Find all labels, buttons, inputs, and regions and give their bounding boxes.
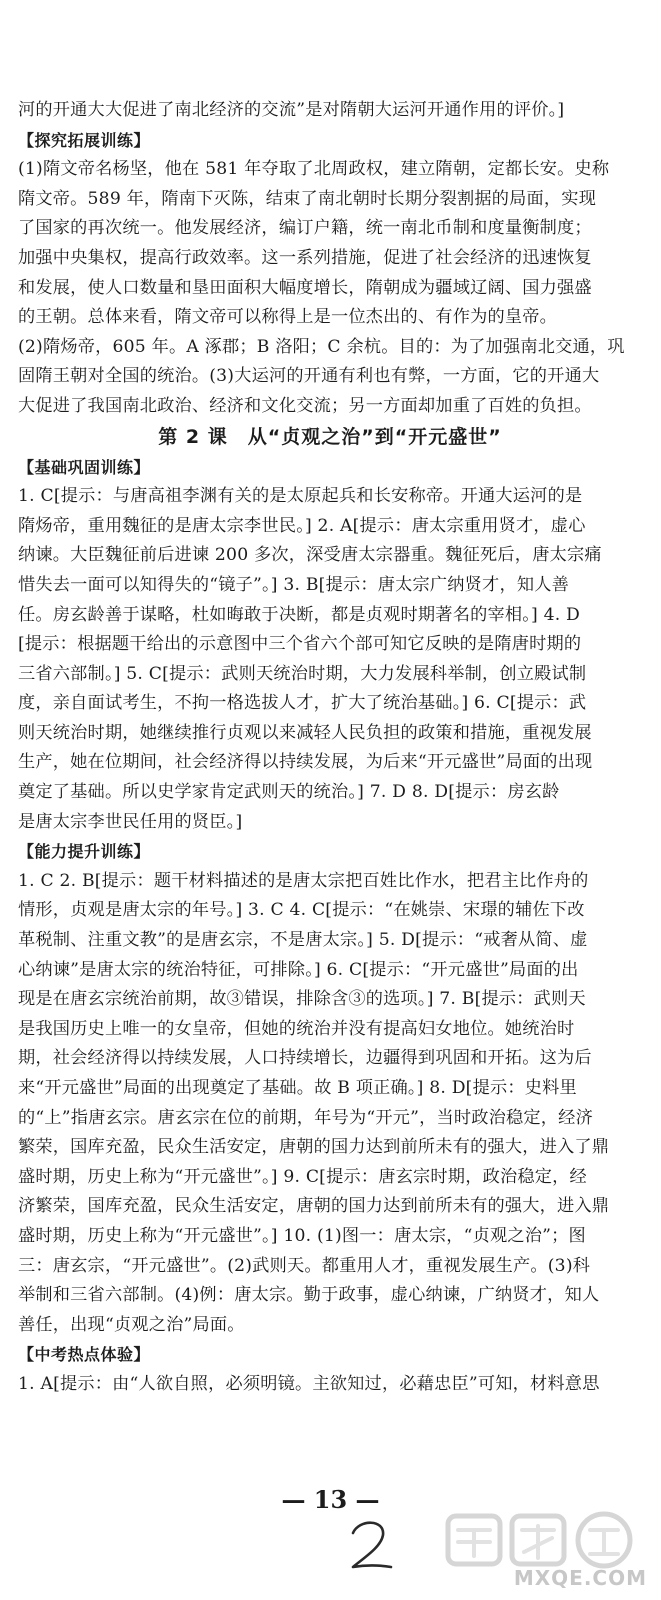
answer-text-block: [18, 96, 642, 1400]
text-line: 1. A[提示：由“人欲自照，必须明镜。主欲知过，必藉忠臣”可知，材料意思: [18, 1373, 600, 1394]
text-line: 来“开元盛世”局面的出现奠定了基础。故 B 项正确。] 8. D[提示：史料里: [18, 1078, 577, 1098]
page-number: — 13 —: [281, 1485, 380, 1514]
text-line: 期，社会经济得以持续发展，人口持续增长，边疆得到巩固和开拓。这为后: [18, 1048, 592, 1069]
section-heading-ability: 【能力提升训练】: [18, 842, 151, 862]
text-line: 和发展，使人口数量和垦田面积大幅度增长，隋朝成为疆域辽阔、国力强盛: [18, 277, 592, 298]
text-line: 度，亲自面试考生，不拘一格选拔人才，扩大了统治基础。] 6. C[提示：武: [18, 693, 587, 714]
text-line: 的“上”指唐玄宗。唐玄宗在位的前期，年号为“开元”，当时政治稳定，经济: [18, 1107, 593, 1128]
text-line: 是唐太宗李世民任用的贤臣。]: [18, 811, 243, 832]
text-line: 固隋王朝对全国的统治。(3)大运河的开通有利也有弊，一方面，它的开通大: [18, 366, 600, 387]
section-heading-basic: 【基础巩固训练】: [18, 457, 151, 477]
watermark: [440, 1508, 655, 1596]
text-line: 惜失去一面可以知得失的“镜子”。] 3. B[提示：唐太宗广纳贤才，知人善: [18, 574, 569, 595]
text-line: 善任，出现“贞观之治”局面。: [18, 1314, 245, 1335]
text-line: 的王朝。总体来看，隋文帝可以称得上是一位杰出的、有作为的皇帝。: [18, 307, 558, 328]
text-line: 济繁荣，国库充盈，民众生活安定，唐朝的国力达到前所未有的强大，进入鼎: [18, 1196, 610, 1217]
text-line: 任。房玄龄善于谋略，杜如晦敢于决断，都是贞观时期著名的宰相。] 4. D: [18, 604, 581, 625]
text-line: 纳谏。大臣魏征前后进谏 200 多次，深受唐太宗器重。魏征死后，唐太宗痛: [18, 545, 602, 566]
text-line: 情形，贞观是唐太宗的年号。] 3. C 4. C[提示：“在姚崇、宋璟的辅佐下改: [18, 900, 585, 921]
handwritten-mark-icon: [345, 1515, 395, 1575]
text-line: 加强中央集权，提高行政效率。这一系列措施，促进了社会经济的迅速恢复: [18, 247, 592, 268]
text-line: 革税制、注重文教”的是唐玄宗，不是唐太宗。] 5. D[提示：“戒奢从简、虚: [18, 930, 588, 951]
text-line: 1. C 2. B[提示：题干材料描述的是唐太宗把百姓比作水，把君主比作舟的: [18, 870, 589, 891]
text-line: 大促进了我国南北政治、经济和文化交流；另一方面却加重了百姓的负担。: [18, 395, 592, 416]
text-line: 盛时期，历史上称为“开元盛世”。] 9. C[提示：唐玄宗时期，政治稳定，经: [18, 1166, 587, 1187]
text-line: 河的开通大大促进了南北经济的交流”是对隋朝大运河开通作用的评价。]: [18, 100, 565, 120]
text-line: 举制和三省六部制。(4)例：唐太宗。勤于政事，虚心纳谏，广纳贤才，知人: [18, 1285, 600, 1306]
section-heading-explore: 【探究拓展训练】: [18, 130, 151, 150]
lesson-title: 第 2 课 从“贞观之治”到“开元盛世”: [158, 425, 502, 448]
text-line: 心纳谏”是唐太宗的统治特征，可排除。] 6. C[提示：“开元盛世”局面的出: [18, 959, 579, 980]
text-line: 盛时期，历史上称为“开元盛世”。] 10. (1)图一：唐太宗，“贞观之治”；图: [18, 1225, 586, 1246]
text-line: 1. C[提示：与唐高祖李渊有关的是太原起兵和长安称帝。开通大运河的是: [18, 486, 583, 507]
text-line: (1)隋文帝名杨坚，他在 581 年夺取了北周政权，建立隋朝，定都长安。史称: [18, 159, 610, 180]
text-line: 隋炀帝，重用魏征的是唐太宗李世民。] 2. A[提示：唐太宗重用贤才，虚心: [18, 515, 586, 536]
text-line: 生产，她在位期间，社会经济得以持续发展，为后来“开元盛世”局面的出现: [18, 752, 593, 773]
text-line: 是我国历史上唯一的女皇帝，但她的统治并没有提高妇女地位。她统治时: [18, 1018, 575, 1039]
text-line: 隋文帝。589 年，隋南下灭陈，结束了南北朝时长期分裂割据的局面，实现: [18, 188, 597, 209]
text-line: 了国家的再次统一。他发展经济，编订户籍，统一南北币制和度量衡制度；: [18, 218, 592, 239]
watermark-logo-icon: [440, 1508, 655, 1572]
section-heading-exam: 【中考热点体验】: [18, 1345, 151, 1365]
text-line: 奠定了基础。所以史学家肯定武则天的统治。] 7. D 8. D[提示：房玄龄: [18, 782, 560, 803]
text-line: 则天统治时期，她继续推行贞观以来减轻人民负担的政策和措施，重视发展: [18, 722, 592, 743]
text-line: [提示：根据题干给出的示意图中三个省六个部可知它反映的是隋唐时期的: [18, 634, 582, 655]
text-line: 三省六部制。] 5. C[提示：武则天统治时期，大力发展科举制，创立殿试制: [18, 663, 587, 684]
text-line: 繁荣，国库充盈，民众生活安定，唐朝的国力达到前所未有的强大，进入了鼎: [18, 1137, 610, 1158]
text-line: (2)隋炀帝，605 年。A 涿郡；B 洛阳；C 余杭。目的：为了加强南北交通，巩: [18, 336, 625, 357]
text-line: 三：唐玄宗，“开元盛世”。(2)武则天。都重用人才，重视发展生产。(3)科: [18, 1255, 591, 1276]
watermark-url: MXQE.COM: [513, 1566, 647, 1590]
text-line: 现是在唐玄宗统治前期，故③错误，排除含③的选项。] 7. B[提示：武则天: [18, 989, 586, 1010]
